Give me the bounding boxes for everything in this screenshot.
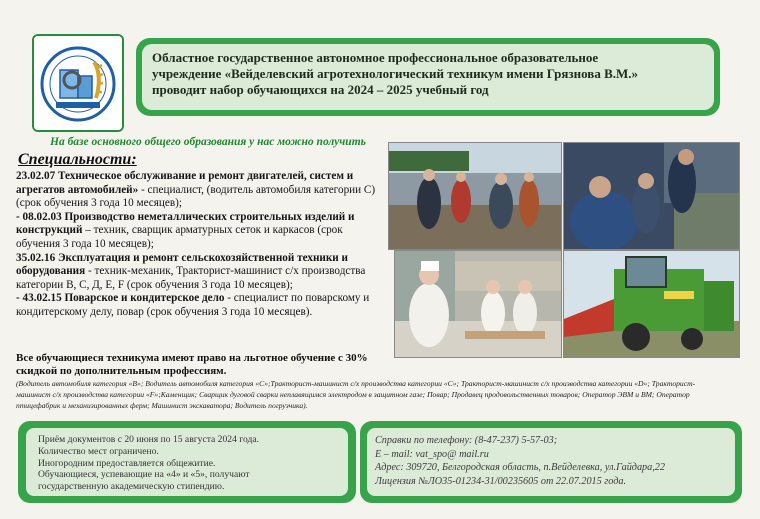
contact-email[interactable]: E – mail: vat_spo@ mail.ru — [375, 448, 489, 460]
contact-license: Лицензия №ЛО35-01234-31/00235605 от 22.07.2015 года. — [375, 475, 627, 487]
header-title — [142, 44, 714, 110]
specialties-title: Специальности: — [18, 151, 137, 168]
specialty-code: 23.02.07 — [16, 170, 56, 182]
photo-tractor-repair — [563, 142, 740, 250]
admission-line: Количество мест ограничено. — [38, 445, 159, 457]
specialty-item — [16, 211, 386, 252]
admission-line: Обучающиеся, успевающие на «4» и «5», получают — [38, 469, 250, 481]
specialty-name: Эксплуатация и ремонт сельскохозяйственной техники и оборудования — [16, 251, 348, 278]
photo-harvester — [563, 250, 740, 358]
specialty-code: 35.02.16 — [16, 251, 56, 264]
specialty-item — [16, 292, 386, 319]
specialty-name: Поварское и кондитерское дело — [64, 292, 225, 305]
contact-address: Адрес: 309720, Белгородская область, п.Вейделевка, ул.Гайдара,22 — [375, 462, 665, 473]
admission-line: Иногородним предоставляется общежитие. — [38, 457, 216, 469]
specialty-item — [16, 170, 386, 211]
specialty-desc: – техник, сварщик арматурных сеток и каркасов (срок обучения 3 года 10 месяцев); — [16, 224, 343, 250]
photo-cooking-class — [394, 250, 562, 358]
specialty-desc: - специалист по поварскому и кондитерскому делу, повар (срок обучения 3 года 10 месяцев). — [16, 292, 370, 318]
specialty-desc: - специалист, (водитель автомобиля категории С) (срок обучения 3 года 10 месяцев); — [16, 183, 376, 210]
header-line-2: учреждение «Вейделевский агротехнологический техникум имени Грязнова В.М.» — [152, 66, 639, 81]
logo-emblem-icon — [34, 36, 122, 130]
admission-line: Приём документов с 20 июня по 15 августа 2024 года. — [38, 434, 260, 445]
header-line-1: Областное государственное автономное профессиональное образовательное — [152, 50, 599, 65]
subtitle: На базе основного общего образования у нас можно получить — [50, 136, 366, 148]
photo-auto-workshop — [388, 142, 562, 250]
admission-info — [26, 428, 348, 496]
specialty-name: Производство неметаллических строительных изделий и конструкций — [16, 210, 355, 237]
privilege-text: Все обучающиеся техникума имеют право на льготное обучение с 30% скидкой по дополнительным профессиям. — [16, 352, 368, 377]
specialties-list — [16, 170, 386, 320]
specialty-code: - 08.02.03 — [16, 210, 62, 223]
specialty-code: - 43.02.15 — [16, 292, 62, 305]
college-logo — [32, 34, 124, 132]
contacts-info — [367, 428, 735, 496]
admission-line: государственную академическую стипендию. — [38, 481, 225, 493]
specialty-name: Техническое обслуживание и ремонт двигателей, систем и агрегатов автомобилей» — [16, 170, 354, 196]
specialty-desc: - техник-механик, Тракторист-машинист с/х производства категории В, С, Д, Е, F (срок обучения 3 года 10 месяцев); — [16, 265, 366, 291]
header-line-3: проводит набор обучающихся на 2024 – 2025 учебный год — [152, 82, 489, 97]
contact-phone: Справки по телефону: (8-47-237) 5-57-03; — [375, 435, 558, 446]
professions-list: (Водитель автомобиля категория «В»; Водитель автомобиля категория «С»;Тракторист-машинист с/х производства категории «С»; Тракторист-машинист с/х производства категории «D»; Тракторист-машинист с/х производства категории «F»;Каменщик; Сварщик дуговой сварки неплавящимся электродом в защитном газе; Повар; Продавец продовольственных товаров; Оператор ЭВМ и ВМ; Оператор птицефабрик и механизированных ферм; Машинист экскаватора; Водитель погрузчика). — [16, 379, 696, 410]
specialty-item — [16, 252, 386, 293]
